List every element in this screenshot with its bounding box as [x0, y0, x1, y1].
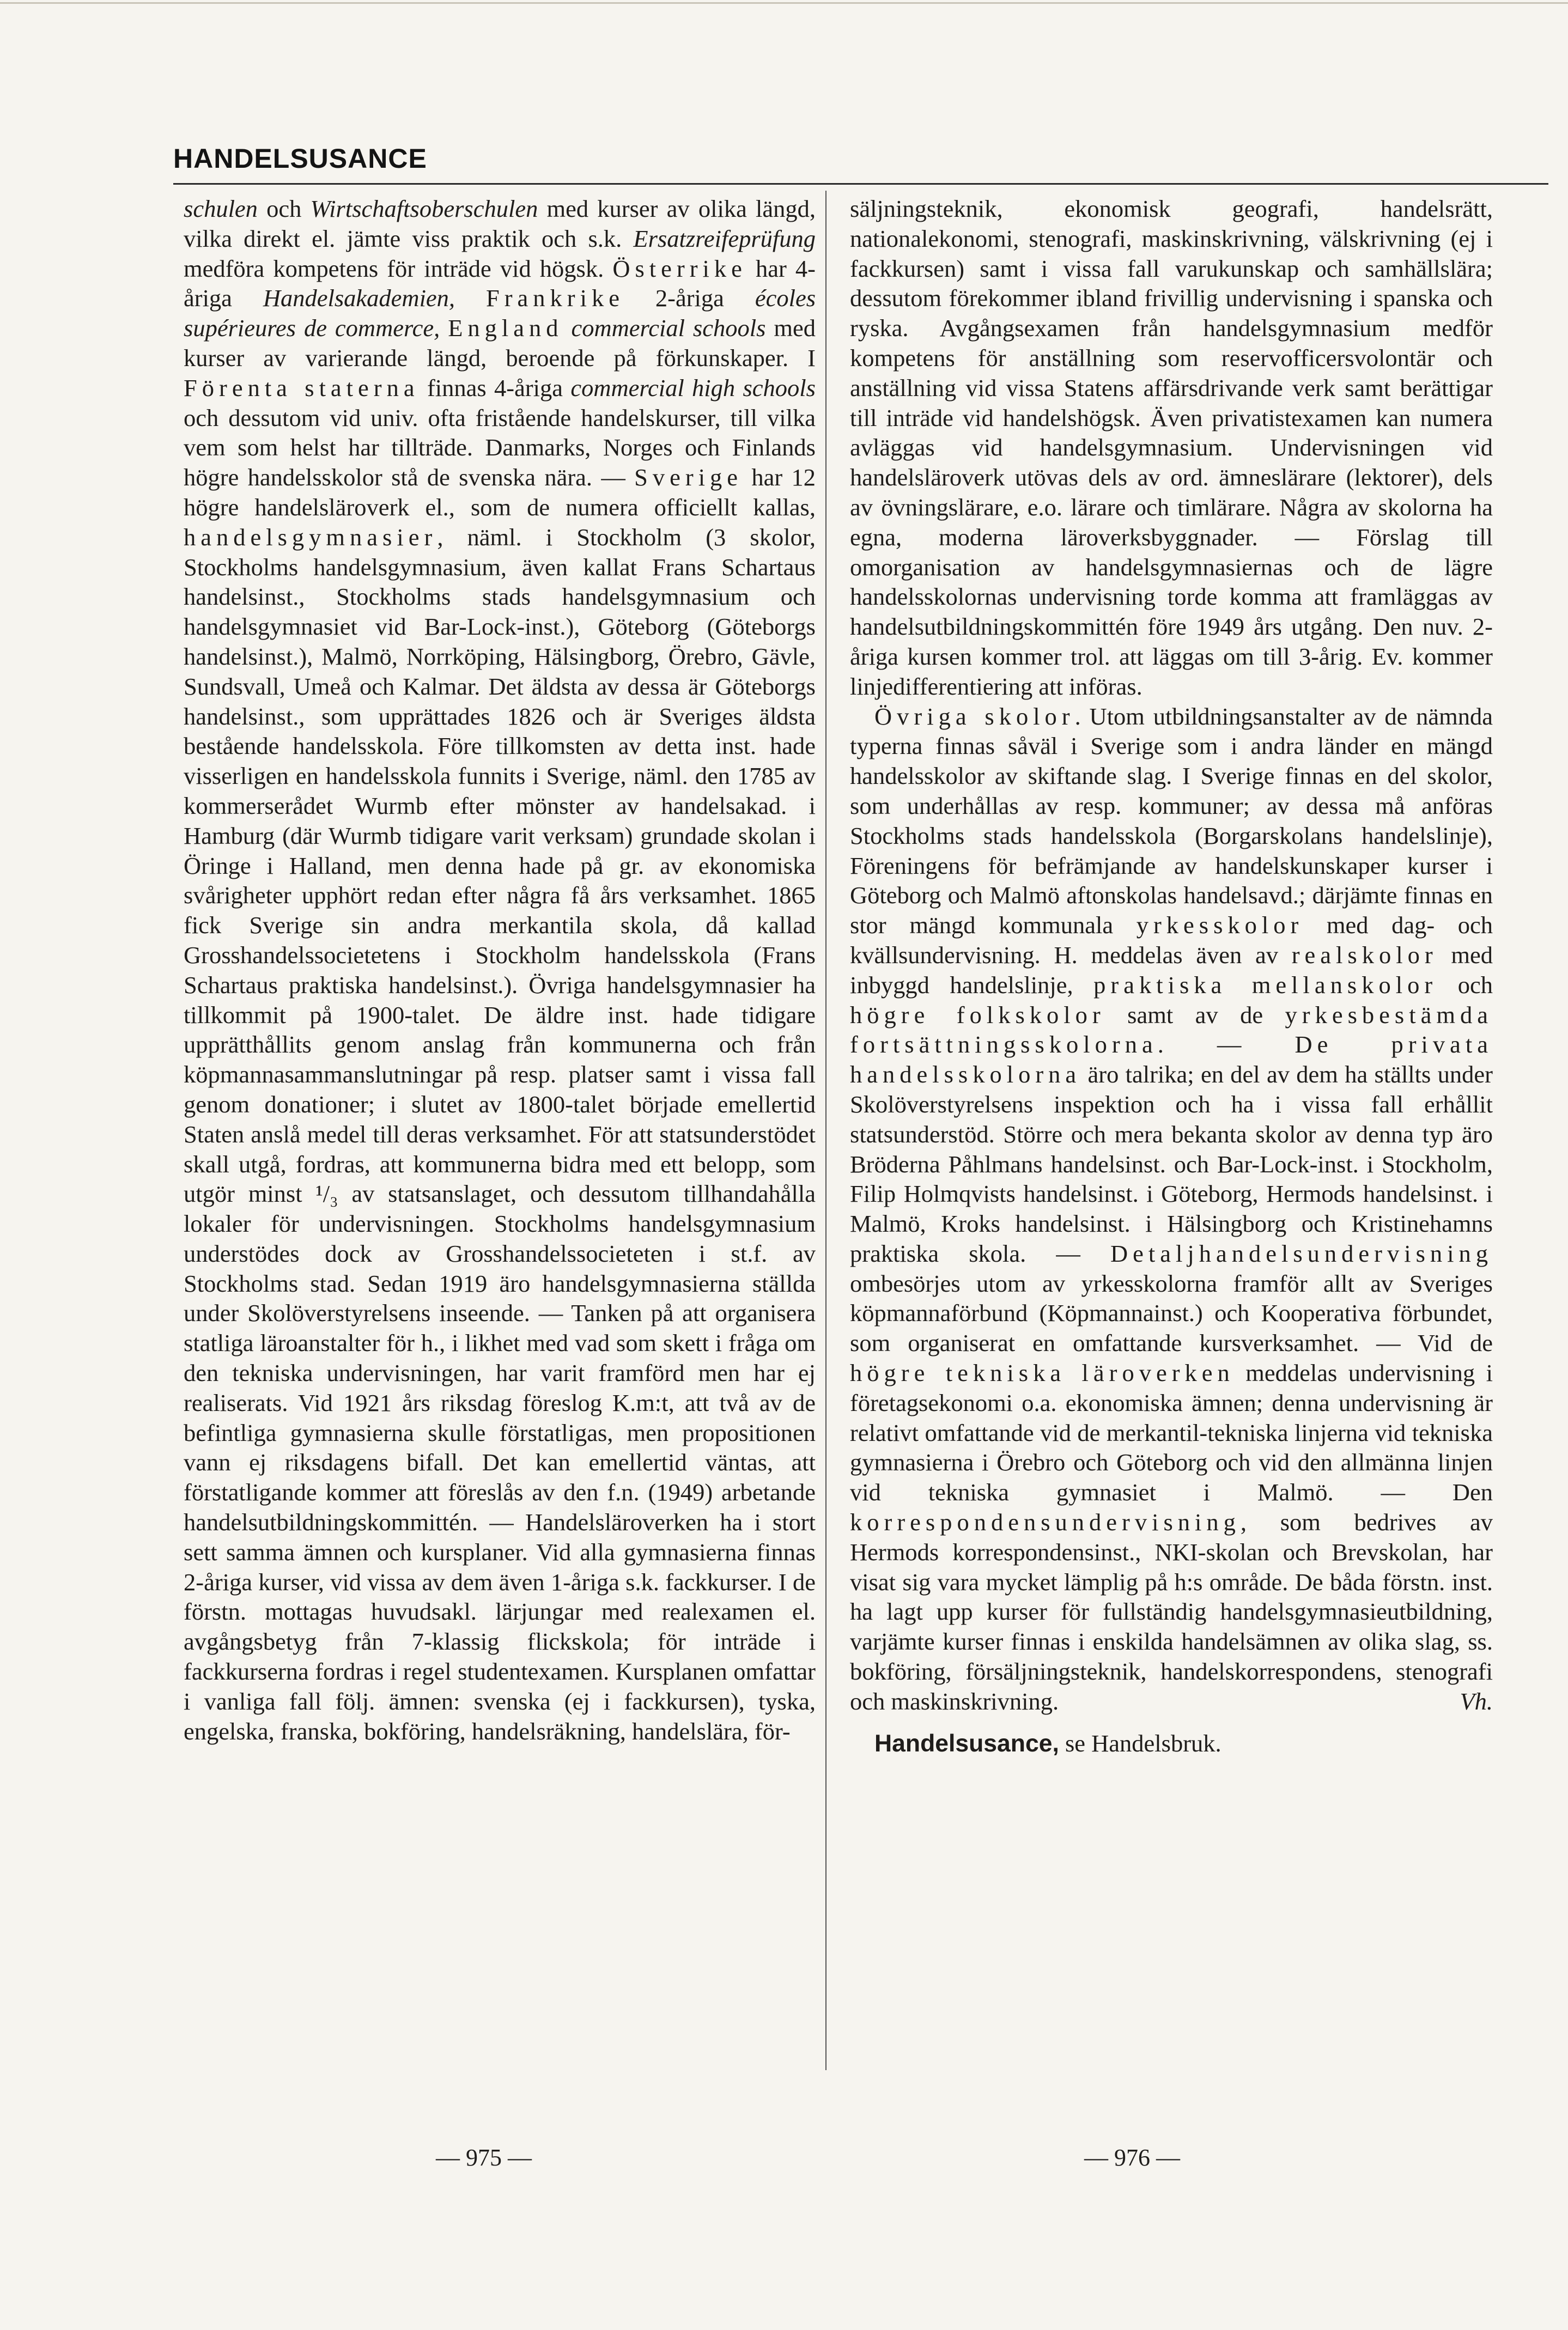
right-column-paragraph: säljningsteknik, ekonomisk geografi, handelsrätt, nationalekonomi, stenografi, maskinskrivning, välskrivning (ej i fackkursen) samt i vissa fall varukunskap och samhällslära; dessutom förekommer ibland frivillig undervisning i spanska och ryska. Avgångsexamen från handelsgymnasium medför kompetens för anställning som reservofficersvolontär och anställning vid vissa Statens affärsdrivande verk samt berättigar till inträde vid handelshögsk. Även privatistexamen kan numera avläggas vid handelsgymnasium. Undervisningen vid handelsläroverk utövas dels av ord. ämneslärare (lektorer), dels av övningslärare, e.o. lärare och timlärare. Några av skolorna ha egna, moderna läroverksbyggnader. — Förslag till omorganisation av handelsgymnasiernas och de lägre handelsskolornas undervisning torde komma att framläggas av handelsutbildningskommittén före 1949 års utgång. Den nuv. 2-åriga kursen kommer trol. att läggas om till 3-årig. Ev. kommer linjedifferentiering att införas.: [850, 195, 1493, 700]
header-rule: [173, 183, 1548, 185]
top-edge-rule: [0, 2, 1568, 4]
running-head: HANDELSUSANCE: [173, 143, 427, 174]
entry-text: se Handelsbruk.: [1059, 1729, 1221, 1757]
entry-headword: Handelsusance,: [874, 1730, 1059, 1757]
left-column-text: schulen och Wirtschaftsoberschulen med kurser av olika längd, vilka direkt el. jämte viss praktik och s.k. Ersatzreifeprüfung medföra kompetens för inträde vid högsk. Österrike har 4-åriga Handelsakademien, Frankrike 2-åriga écoles supérieures de commerce, England commercial schools med kurser av varierande längd, beroende på förkunskaper. I Förenta staterna finnas 4-åriga commercial high schools och dessutom vid univ. ofta fristående handelskurser, till vilka vem som helst har tillträde. Danmarks, Norges och Finlands högre handelsskolor stå de svenska nära. — Sverige har 12 högre handelsläroverk el., som de numera officiellt kallas, handelsgymnasier, näml. i Stockholm (3 skolor, Stockholms handelsgymnasium, även kallat Frans Schartaus handelsinst., Stockholms stads handelsgymnasium och handelsgymnasiet vid Bar-Lock-inst.), Göteborg (Göteborgs handelsinst.), Malmö, Norrköping, Hälsingborg, Örebro, Gävle, Sundsvall, Umeå och Kalmar. Det äldsta av dessa är Göteborgs handelsinst., som upprättades 1826 och är Sveriges äldsta bestående handelsskola. Före tillkomsten av detta inst. hade visserligen en handelsskola funnits i Sverige, näml. den 1785 av kommerserådet Wurmb efter mönster av handelsakad. i Hamburg (där Wurmb tidigare varit verksam) grundade skolan i Öringe i Halland, men denna hade på gr. av ekonomiska svårigheter upphört redan efter några få års verksamhet. 1865 fick Sverige sin andra merkantila skola, då kallad Grosshandelssocietetens i Stockholm handelsskola (Frans Schartaus praktiska handelsinst.). Övriga handelsgymnasier ha tillkommit på 1900-talet. De äldre inst. hade tidigare upprätthållits genom anslag från kommunerna och från köpmannasammanslutningar på resp. platser samt i vissa fall genom donationer; i slutet av 1800-talet började emellertid Staten anslå medel till deras verksamhet. För att statsunderstödet skall utgå, fordras, att kommunerna bidra med ett belopp, som utgör minst ¹/₃ av statsanslaget, och dessutom tillhandahålla lokaler för undervisningen. Stockholms handelsgymnasium understödes dock av Grosshandelssocieteten i st.f. av Stockholms stad. Sedan 1919 äro handelsgymnasierna ställda under Skolöverstyrelsens inseende. — Tanken på att organisera statliga läroanstalter för h., i likhet med vad som skett i fråga om den tekniska undervisningen, har varit framförd men har ej realiserats. Vid 1921 års riksdag föreslog K.m:t, att två av de befintliga gymnasierna skulle förstatligas, men propositionen vann ej riksdagens bifall. Det kan emellertid väntas, att förstatligande kommer att föreslås av den f.n. (1949) arbetande handelsutbildningskommittén. — Handelsläroverken ha i stort sett samma ämnen och kursplaner. Vid alla gymnasierna finnas 2-åriga kurser, vid vissa av dem även 1-åriga s.k. fackkurser. I de förstn. mottagas huvudsakl. lärjungar med realexamen el. avgångsbetyg från 7-klassig flickskola; för inträde i fackkurserna fordras i regel studentexamen. Kursplanen omfattar i vanliga fall följ. ämnen: svenska (ej i fackkursen), tyska, engelska, franska, bokföring, handelsräkning, handelslära, för-: [184, 195, 816, 1745]
page-number-left: — 975 —: [436, 2144, 532, 2171]
right-column-paragraph: Övriga skolor. Utom utbildningsanstalter av de nämnda typerna finnas såväl i Sverige som i andra länder en mängd handelsskolor av skiftande slag. I Sverige finnas en del skolor, som underhållas av resp. kommuner; av dessa må anföras Stockholms stads handelsskola (Borgarskolans handelslinje), Föreningens för befrämjande av handelskunskaper kurser i Göteborg och Malmö aftonskolas handelsavd.; därjämte finnas en stor mängd kommunala yrkesskolor med dag- och kvällsundervisning. H. meddelas även av realskolor med inbyggd handelslinje, praktiska mellanskolor och högre folkskolor samt av de yrkesbestämda fortsättningsskolorna. — De privata handelsskolorna äro talrika; en del av dem ha ställts under Skolöverstyrelsens inspektion och ha i vissa fall erhållit statsunderstöd. Större och mera bekanta skolor av denna typ äro Bröderna Påhlmans handelsinst. och Bar-Lock-inst. i Stockholm, Filip Holmqvists handelsinst. i Göteborg, Hermods handelsinst. i Malmö, Kroks handelsinst. i Hälsingborg och Kristinehamns praktiska skola. — Detaljhandelsundervisning ombesörjes utom av yrkesskolorna framför allt av Sveriges köpmannaförbund (Köpmannainst.) och Kooperativa förbundet, som organiserat en omfattande kursverksamhet. — Vid de högre tekniska läroverken meddelas undervisning i företagsekonomi o.a. ekonomiska ämnen; denna undervisning är relativt omfattande vid de merkantil-tekniska linjerna vid tekniska gymnasierna i Örebro och Göteborg och vid den allmänna linjen vid tekniska gymnasiet i Malmö. — Den korrespondensundervisning, som bedrives av Hermods korrespondensinst., NKI-skolan och Brevskolan, har visat sig vara mycket lämplig på h:s område. De båda förstn. inst. ha lagt upp kurser för fullständig handelsgymnasieutbildning, varjämte kurser finnas i enskilda handelsämnen av olika slag, ss. bokföring, försäljningsteknik, handelskorrespondens, stenografi och maskinskrivning. Vh.: [850, 702, 1493, 1715]
page-number-right: — 976 —: [1084, 2144, 1180, 2171]
column-divider: [825, 191, 826, 2070]
left-column: [184, 194, 816, 1746]
dictionary-entry: [850, 1729, 1493, 1759]
right-column: [850, 194, 1493, 1759]
